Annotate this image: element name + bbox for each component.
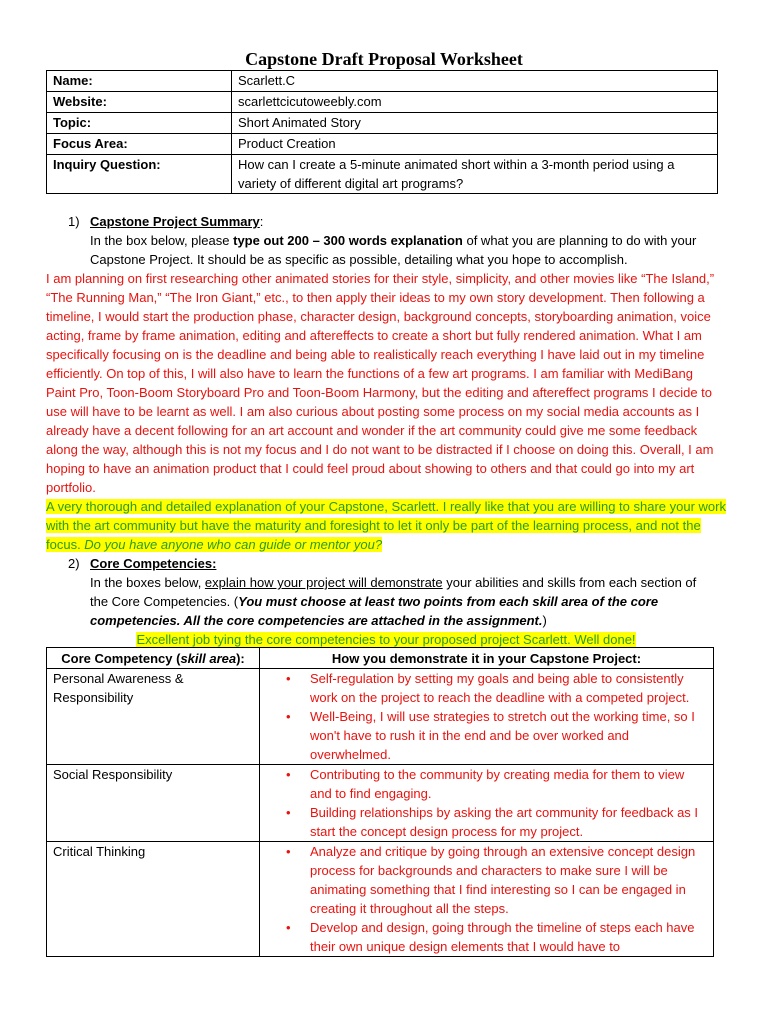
info-row-focus-area bbox=[47, 134, 718, 155]
section-title-colon: : bbox=[259, 214, 264, 229]
section-heading-summary bbox=[46, 212, 726, 231]
bullet-list bbox=[266, 842, 707, 956]
info-label: Name: bbox=[47, 71, 232, 92]
info-row-website bbox=[47, 92, 718, 113]
competency-row bbox=[47, 669, 714, 765]
competency-row bbox=[47, 842, 714, 957]
instruction-text: of what you are planning to do with your Capstone Project. It should be as specific as possible, detailing what you hope to accomplish. bbox=[90, 233, 697, 267]
instruction-text: In the boxes below, bbox=[90, 575, 205, 590]
instruction-text: ) bbox=[542, 613, 547, 628]
bullet-point: • Analyze and critique by going through an extensive concept design process for backgrounds and characters to make sure I will be animating something that I find interesting so I can be engaged in creating it throughout all the steps. bbox=[310, 842, 707, 918]
core-instructions bbox=[46, 573, 726, 630]
section-heading-core bbox=[46, 554, 726, 573]
info-label: Topic: bbox=[47, 113, 232, 134]
header-italic: skill area bbox=[180, 650, 237, 666]
bullet-point: • Building relationships by asking the art community for feedback as I start the concept design process for my project. bbox=[310, 803, 707, 841]
teacher-comment-text: A very thorough and detailed explanation of your Capstone, Scarlett. I really like that you are willing to share your work with the art community but have the maturity and foresight to let it only be part of the learning process, and not the focus. bbox=[46, 499, 726, 552]
bullet-list bbox=[266, 669, 707, 764]
competency-table bbox=[46, 647, 714, 957]
competency-area: Personal Awareness & Responsibility bbox=[47, 669, 260, 765]
section-number: 2) bbox=[68, 556, 80, 571]
info-value: Product Creation bbox=[232, 134, 718, 155]
bullet-list bbox=[266, 765, 707, 841]
instruction-text: In the box below, please bbox=[90, 233, 234, 248]
info-label: Inquiry Question: bbox=[47, 155, 232, 194]
competency-points bbox=[260, 765, 714, 842]
header-text: Core Competency ( bbox=[61, 650, 181, 666]
header-text: ): bbox=[236, 650, 245, 666]
competency-header-row bbox=[47, 648, 714, 669]
info-row-topic bbox=[47, 113, 718, 134]
competency-area: Social Responsibility bbox=[47, 765, 260, 842]
competency-points bbox=[260, 669, 714, 765]
page-title: Capstone Draft Proposal Worksheet bbox=[245, 49, 523, 69]
info-value: Short Animated Story bbox=[232, 113, 718, 134]
info-value: scarlettcicutoweebly.com bbox=[232, 92, 718, 113]
competency-header bbox=[47, 648, 260, 669]
teacher-question-text: Do you have anyone who can guide or mentor you? bbox=[84, 537, 383, 552]
teacher-comment-summary bbox=[46, 497, 726, 554]
instruction-underline: explain how your project will demonstrate bbox=[204, 575, 443, 590]
summary-instructions bbox=[46, 231, 726, 269]
competency-points bbox=[260, 842, 714, 957]
instruction-text: your abilities and skills from each section of the Core Competencies. ( bbox=[90, 575, 697, 609]
bullet-point: • Develop and design, going through the timeline of steps each have their own unique design elements that I would have to bbox=[310, 918, 707, 956]
info-table bbox=[46, 70, 718, 194]
summary-section bbox=[46, 212, 726, 649]
info-value: Scarlett.C bbox=[232, 71, 718, 92]
info-label: Focus Area: bbox=[47, 134, 232, 155]
info-row-name bbox=[47, 71, 718, 92]
info-value: How can I create a 5-minute animated short within a 3-month period using a variety of different digital art programs? bbox=[232, 155, 718, 194]
info-row-inquiry-question bbox=[47, 155, 718, 194]
bullet-point: • Self-regulation by setting my goals and being able to consistently work on the project to reach the deadline with a competed project. bbox=[310, 669, 707, 707]
section-number: 1) bbox=[68, 214, 80, 229]
bullet-point: • Well-Being, I will use strategies to stretch out the working time, so I won't have to rush it in the end and be over worked and overwhelmed. bbox=[310, 707, 707, 764]
section-title: Core Competencies: bbox=[90, 556, 217, 571]
competency-row bbox=[47, 765, 714, 842]
competency-area: Critical Thinking bbox=[47, 842, 260, 957]
instruction-emphasis: type out 200 – 300 words explanation bbox=[233, 233, 463, 248]
bullet-point: • Contributing to the community by creating media for them to view and to find engaging. bbox=[310, 765, 707, 803]
info-label: Website: bbox=[47, 92, 232, 113]
student-summary-text: I am planning on first researching other animated stories for their style, simplicity, and other movies like “The Island,” “The Running Man,” “The Iron Giant,” etc., to then apply their ideas to my own story development. Then following a timeline, I would start the production phase, character design, background concepts, storyboarding animation, voice acting, frame by frame animation, editing and aftereffects to create a short but fully rendered animation. What I am specifically focusing on is the deadline and being able to realistically reach everything I have laid out in my timeline efficiently. On top of this, I will also have to learn the functions of a few art programs. I am familiar with MediBang Paint Pro, Toon-Boom Storyboard Pro and Toon-Boom Harmony, but the editing and aftereffect programs I decide to use will have to be learnt as well. I am also curious about posting some process on my social media accounts as I already have a decent following for an art account and wonder if the art community could give me some feedback along the way, although this is not my focus and I do not want to be distracted if I choose on doing this. Overall, I am hoping to have an animation product that I could feel proud about showing to others and that could go into my art portfolio. bbox=[46, 271, 715, 495]
section-title: Capstone Project Summary bbox=[90, 214, 260, 229]
demonstration-header: How you demonstrate it in your Capstone Project: bbox=[260, 648, 714, 669]
instruction-emphasis: You must choose at least two points from each skill area of the core competencies. All the core competencies are attached in the assignment. bbox=[90, 594, 659, 628]
teacher-comment-text: Excellent job tying the core competencies to your proposed project Scarlett. Well done! bbox=[136, 632, 636, 647]
